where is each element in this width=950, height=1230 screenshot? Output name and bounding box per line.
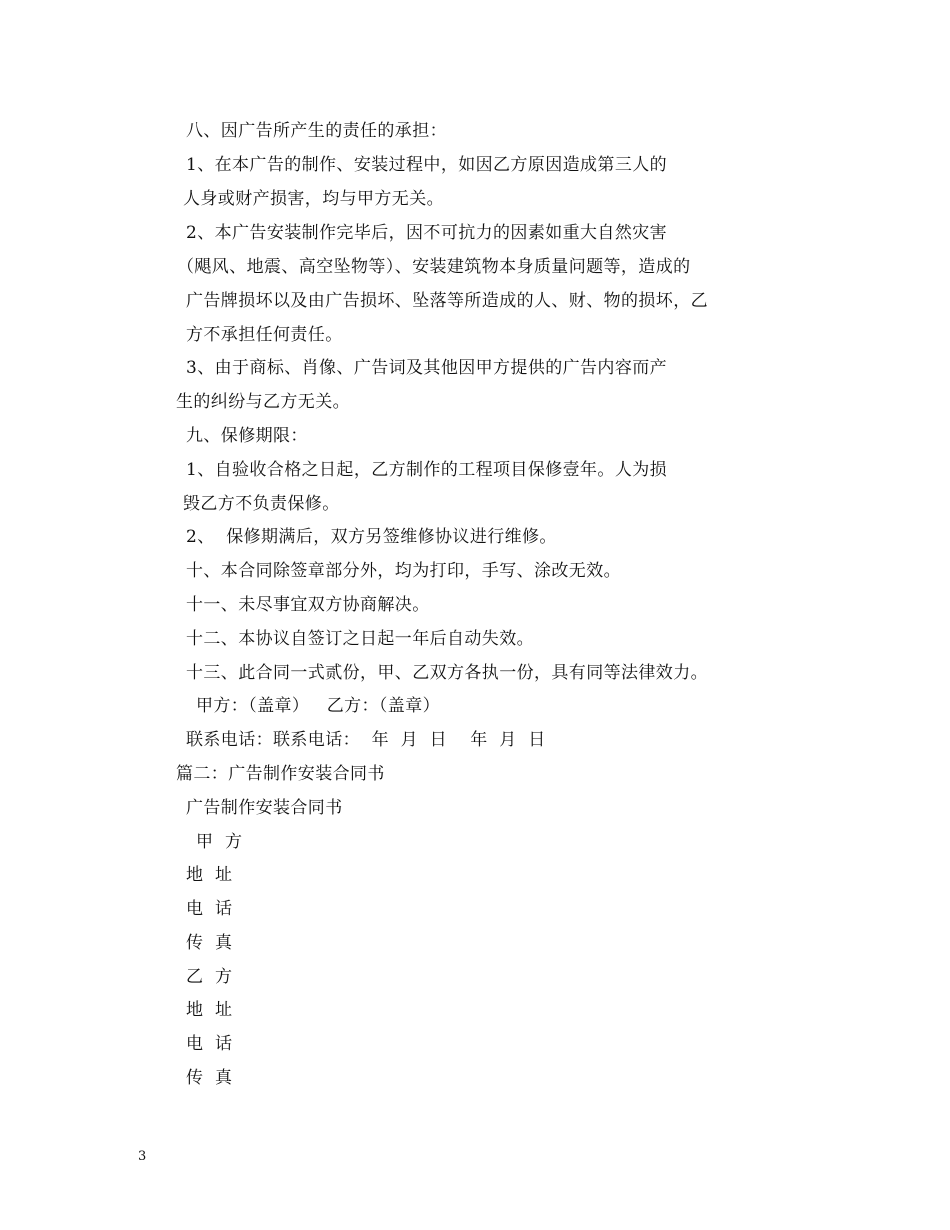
- clause-9-1-line-2: 毁乙方不负责保修。: [183, 494, 340, 514]
- clause-8-1-line-2: 人身或财产损害，均与甲方无关。: [183, 189, 444, 209]
- party-b-address-label: 地 址: [186, 1000, 233, 1020]
- party-a-fax-label: 传 真: [186, 933, 233, 953]
- clause-8-1-line-1: 1、在本广告的制作、安装过程中，如因乙方原因造成第三人的: [186, 155, 668, 175]
- section-12: 十二、本协议自签订之日起一年后自动失效。: [186, 629, 534, 649]
- party-a-address-label: 地 址: [186, 865, 233, 885]
- party-b-fax-label: 传 真: [186, 1068, 233, 1088]
- section-10: 十、本合同除签章部分外，均为打印，手写、涂改无效。: [186, 561, 621, 581]
- page-number: 3: [138, 1149, 147, 1164]
- clause-8-2-line-1: 2、本广告安装制作完毕后，因不可抗力的因素如重大自然灾害: [186, 223, 668, 243]
- seal-line: 甲方：（盖章） 乙方：（盖章）: [196, 696, 441, 716]
- party-a-phone-label: 电 话: [186, 899, 233, 919]
- clause-8-3-line-1: 3、由于商标、肖像、广告词及其他因甲方提供的广告内容而产: [186, 358, 668, 378]
- part-2-title: 篇二：广告制作安装合同书: [176, 764, 385, 784]
- party-b-phone-label: 电 话: [186, 1034, 233, 1054]
- party-a-label: 甲 方: [196, 832, 243, 852]
- section-11: 十一、未尽事宜双方协商解决。: [186, 595, 430, 615]
- clause-8-2-line-3: 广告牌损坏以及由广告损坏、坠落等所造成的人、财、物的损坏，乙: [186, 291, 708, 311]
- section-13: 十三、此合同一式贰份，甲、乙双方各执一份，具有同等法律效力。: [186, 663, 708, 683]
- section-9-heading: 九、保修期限：: [186, 426, 308, 446]
- party-b-label: 乙 方: [186, 967, 233, 987]
- clause-9-2: 2、 保修期满后，双方另签维修协议进行维修。: [186, 527, 557, 547]
- clause-8-2-line-4: 方不承担任何责任。: [186, 325, 343, 345]
- contract-title: 广告制作安装合同书: [186, 798, 343, 818]
- section-8-heading: 八、因广告所产生的责任的承担：: [186, 121, 447, 141]
- contact-date-line: 联系电话：联系电话： 年 月 日 年 月 日: [186, 730, 546, 750]
- clause-8-2-line-2: （飓风、地震、高空坠物等）、安装建筑物本身质量问题等，造成的: [177, 257, 691, 277]
- clause-8-3-line-2: 生的纠纷与乙方无关。: [176, 392, 350, 412]
- clause-9-1-line-1: 1、自验收合格之日起，乙方制作的工程项目保修壹年。人为损: [186, 460, 668, 480]
